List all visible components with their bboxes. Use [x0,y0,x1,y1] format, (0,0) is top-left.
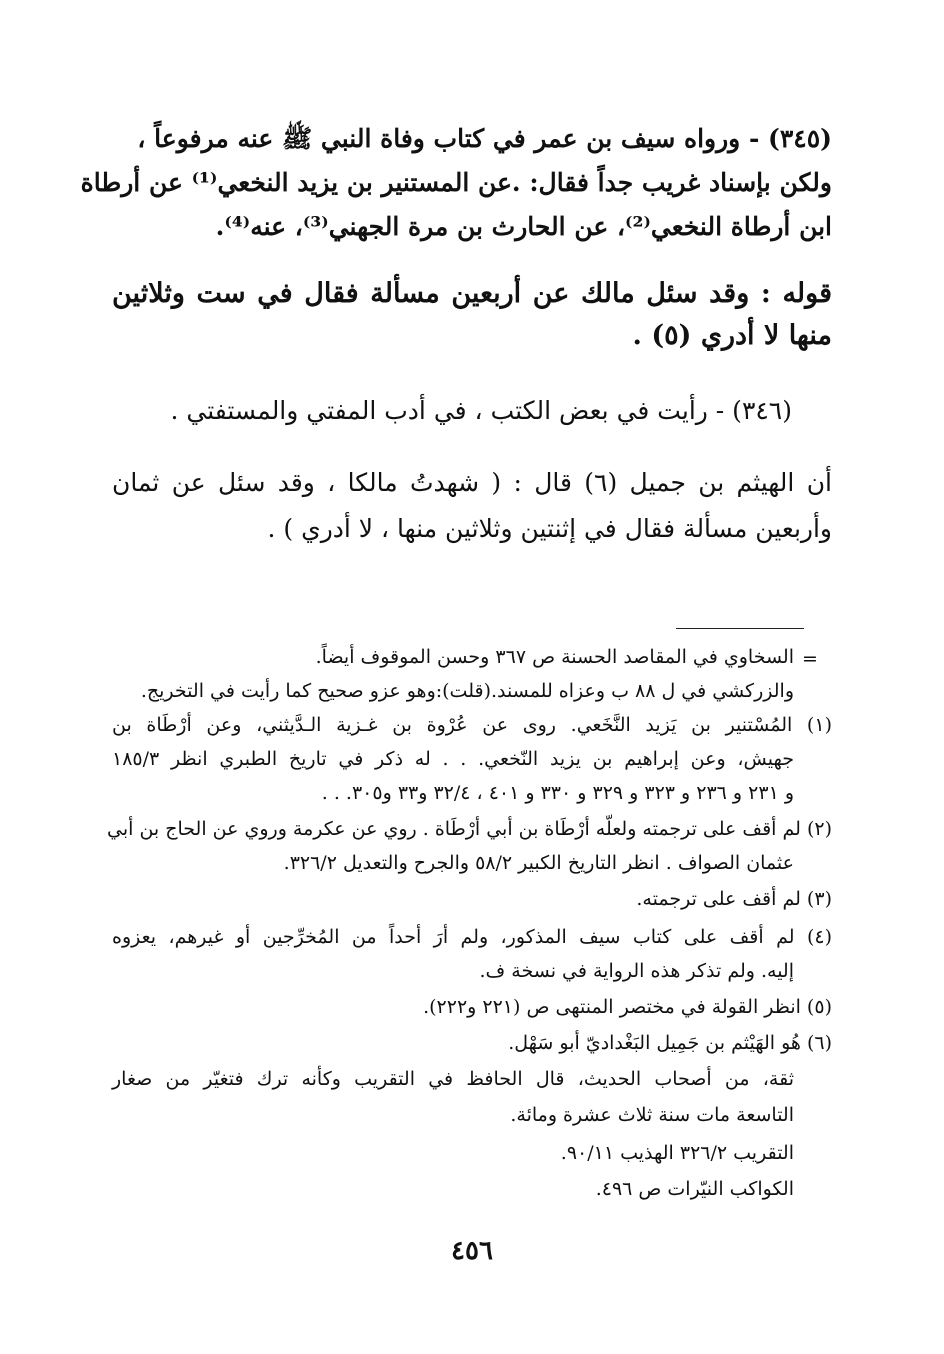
entry-345-line-2: ولكن بإسناد غريب جداً فقال: .عن المستنير بن يزيد النخعي⁽¹⁾ عن أرطاة [80,168,832,197]
quote-line-2: منها لا أدري (٥) . [632,320,832,351]
footnote-4-line-2: إليه. ولم تذكر هذه الرواية في نسخة ف. [479,960,794,982]
footnote-continuation-mark: = [802,648,818,670]
footnote-2-line-2: عثمان الصواف . انظر التاريخ الكبير ٥٨/٢ والجرح والتعديل ٣٢٦/٢. [283,852,794,874]
footnote-4-line-1: (٤) لم أقف على كتاب سيف المذكور، ولم أرَ أحداً من المُخرِّجين أو غيرهم، يعزوه [112,926,832,948]
footnote-1-line-3: و ٢٣١ و ٢٣٦ و ٣٢٣ و ٣٢٩ و ٣٣٠ و ٤٠١ ، ٣٢/٤ و٣٣ و٣٠٥. . . [321,782,794,804]
footnote-1-line-1: (١) المُسْتنير بن يَزيد النَّخَعي. روى عن عُرْوة بن غـزية الـدَّيثني، وعن أرْطَاة بن [112,714,832,736]
footnote-6-line-1: (٦) هُو الهَيْثم بن جَمِيل البَغْداديّ أبو سَهْل. [508,1032,832,1054]
footnote-2-line-1: (٢) لم أقف على ترجمته ولعلّه أرْطَاة بن أبي أرْطَاة . روي عن عكرمة وروي عن الحاج بن أبي [107,818,832,840]
footnote-6-line-5: الكواكب النيّرات ص ٤٩٦. [595,1178,794,1200]
footnote-6-line-3: التاسعة مات سنة ثلاث عشرة ومائة. [510,1104,794,1126]
footnote-6-line-2: ثقة، من أصحاب الحديث، قال الحافظ في التقريب وكأنه ترك فتغيّر من صغار [112,1068,794,1090]
entry-346: (٣٤٦) - رأيت في بعض الكتب ، في أدب المفتي والمستفتي . [170,396,792,425]
footnote-5: (٥) انظر القولة في مختصر المنتهى ص (٢٢١ و٢٢٢). [423,996,832,1018]
quote-line-1: قوله : وقد سئل مالك عن أربعين مسألة فقال في ست وثلاثين [112,278,832,309]
footnote-cont-line-2: والزركشي في ل ٨٨ ب وعزاه للمسند.(قلت):وهو عزو صحيح كما رأيت في التخريج. [140,680,794,702]
footnote-6-line-4: التقريب ٣٢٦/٢ الهذيب ٩٠/١١. [560,1142,794,1164]
entry-345-line-1: (٣٤٥) - ورواه سيف بن عمر في كتاب وفاة النبي ﷺ عنه مرفوعاً ، [137,124,832,153]
footnote-3: (٣) لم أقف على ترجمته. [636,888,832,910]
footnote-1-line-2: جهيش، وعن إبراهيم بن يزيد النّخعي. . . له ذكر في تاريخ الطبري انظر ١٨٥/٣ [112,748,794,770]
page-number: ٤٥٦ [451,1236,493,1266]
narration-line-1: أن الهيثم بن جميل (٦) قال : ( شهدتُ مالكا ، وقد سئل عن ثمان [112,468,832,497]
footnote-cont-line-1: السخاوي في المقاصد الحسنة ص ٣٦٧ وحسن الموقوف أيضاً. [315,646,794,668]
entry-345-line-3: ابن أرطاة النخعي⁽²⁾، عن الحارث بن مرة الجهني⁽³⁾، عنه⁽⁴⁾. [215,212,832,241]
footnote-separator [676,628,804,629]
narration-line-2: وأربعين مسألة فقال في إثنتين وثلاثين منها ، لا أدري ) . [267,514,832,543]
